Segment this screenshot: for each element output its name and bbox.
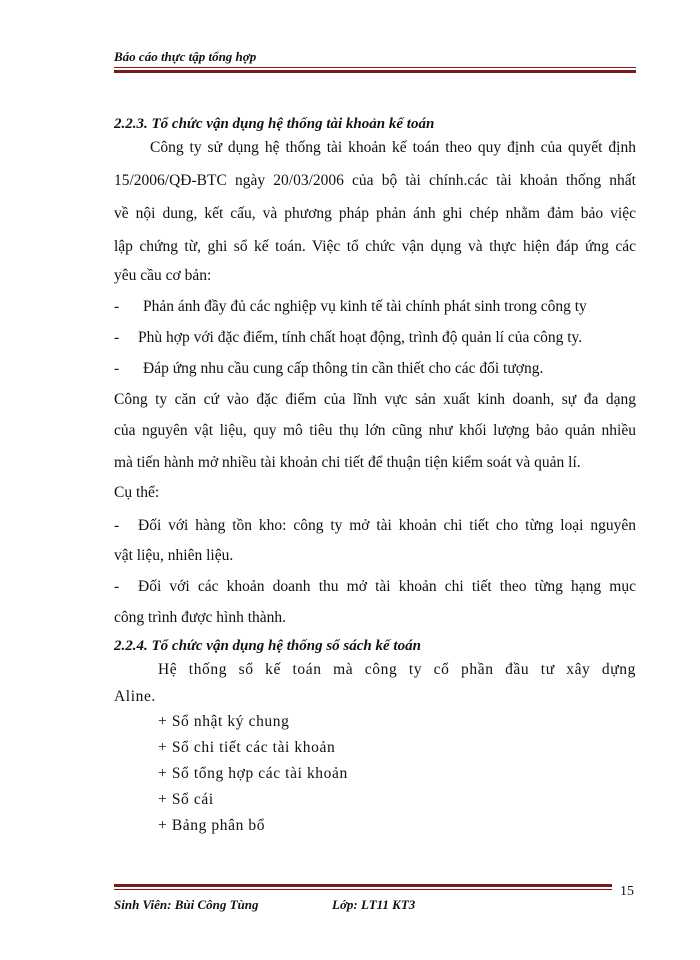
paragraph-line: 15/2006/QĐ-BTC ngày 20/03/2006 của bộ tài chính.các tài khoản thống nhất <box>114 172 636 189</box>
paragraph-line: lập chứng từ, ghi sổ kế toán. Việc tổ chức vận dụng và thực hiện đáp ứng các <box>114 238 636 255</box>
paragraph-line: Công ty căn cứ vào đặc điểm của lĩnh vực sản xuất kinh doanh, sự đa dạng <box>114 391 636 408</box>
paragraph-line: của nguyên vật liệu, quy mô tiêu thụ lớn cũng như khối lượng bảo quản nhiều <box>114 422 636 439</box>
footer-rule-thin <box>114 889 612 890</box>
bullet-dash: - <box>114 517 120 534</box>
header-rule-thick <box>114 70 636 73</box>
footer-student: Sinh Viên: Bùi Công Tùng <box>114 897 259 912</box>
section-heading-2-2-4: 2.2.4. Tổ chức vận dụng hệ thống sổ sách kế toán <box>114 638 421 654</box>
paragraph-line: Hệ thống sổ kế toán mà công ty cổ phần đầu tư xây dựng <box>158 661 636 678</box>
list-item: + Sổ chi tiết các tài khoản <box>158 739 336 756</box>
header-rule-thin <box>114 67 636 68</box>
bullet-item: Phù hợp với đặc điểm, tính chất hoạt động, trình độ quản lí của công ty. <box>138 329 583 346</box>
paragraph-line: Aline. <box>114 688 156 705</box>
bullet-item: Đáp ứng nhu cầu cung cấp thông tin cần thiết cho các đối tượng. <box>143 360 544 377</box>
footer-rule-thick <box>114 884 612 887</box>
section-heading-2-2-3: 2.2.3. Tổ chức vận dụng hệ thống tài khoản kế toán <box>114 116 435 132</box>
bullet-item: Đối với hàng tồn kho: công ty mở tài khoản chi tiết cho từng loại nguyên <box>138 517 636 534</box>
paragraph-line: về nội dung, kết cấu, và phương pháp phản ánh ghi chép nhằm đảm bảo việc <box>114 205 636 222</box>
list-item: + Bảng phân bổ <box>158 817 266 834</box>
footer-class: Lớp: LT11 KT3 <box>332 897 416 912</box>
bullet-dash: - <box>114 578 120 595</box>
bullet-dash: - <box>114 298 120 315</box>
list-item: + Sổ tổng hợp các tài khoản <box>158 765 348 782</box>
paragraph-line: mà tiến hành mở nhiều tài khoản chi tiết để thuận tiện kiểm soát và quản lí. <box>114 454 581 471</box>
page-number: 15 <box>620 884 634 899</box>
paragraph-line: Cụ thể: <box>114 484 160 501</box>
bullet-item: Đối với các khoản doanh thu mở tài khoản chi tiết theo từng hạng mục <box>138 578 636 595</box>
paragraph-line: yêu cầu cơ bản: <box>114 267 212 284</box>
bullet-item: Phản ánh đầy đủ các nghiệp vụ kinh tế tài chính phát sinh trong công ty <box>143 298 587 315</box>
bullet-continuation: vật liệu, nhiên liệu. <box>114 547 234 564</box>
list-item: + Sổ cái <box>158 791 214 808</box>
bullet-continuation: công trình được hình thành. <box>114 609 286 626</box>
header-title: Báo cáo thực tập tổng hợp <box>114 49 257 64</box>
bullet-dash: - <box>114 360 120 377</box>
paragraph-line: Công ty sử dụng hệ thống tài khoản kế toán theo quy định của quyết định <box>150 139 636 156</box>
bullet-dash: - <box>114 329 120 346</box>
list-item: + Sổ nhật ký chung <box>158 713 290 730</box>
